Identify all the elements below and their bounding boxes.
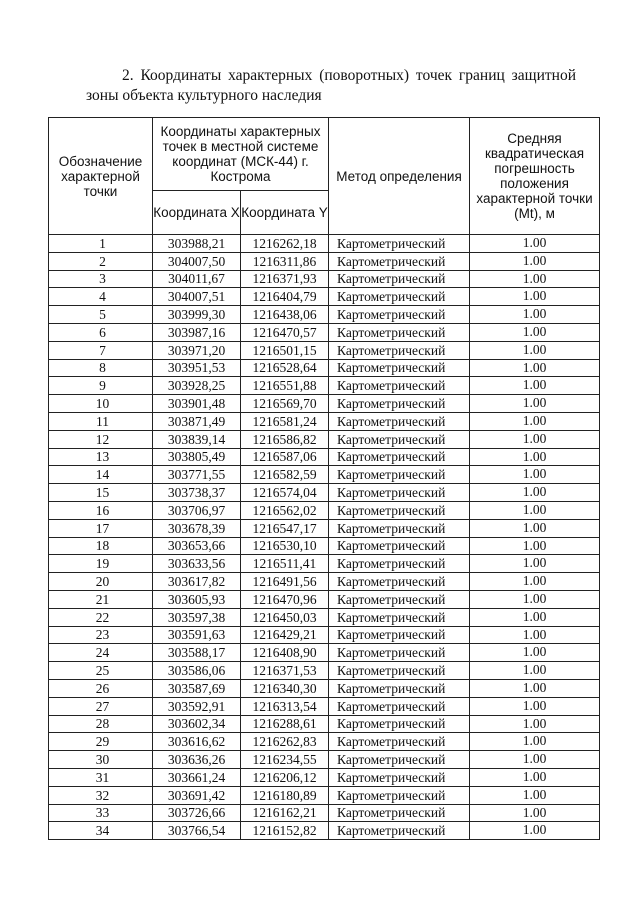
coordinate-y-cell: 1216262,18 (241, 235, 329, 253)
point-number-cell: 32 (49, 786, 153, 804)
rms-error-cell: 1.00 (470, 430, 600, 448)
method-cell: Картометрический (329, 306, 470, 324)
rms-error-cell: 1.00 (470, 679, 600, 697)
coordinate-x-cell: 303586,06 (153, 662, 241, 680)
point-number-cell: 15 (49, 484, 153, 502)
header-point-designation: Обозначение характерной точки (49, 118, 153, 235)
header-coordinates-group: Координаты характерных точек в местной системе координат (МСК-44) г. Кострома (153, 118, 329, 191)
point-number-cell: 24 (49, 644, 153, 662)
rms-error-cell: 1.00 (470, 395, 600, 413)
coordinate-x-cell: 303617,82 (153, 573, 241, 591)
coordinate-y-cell: 1216528,64 (241, 359, 329, 377)
method-cell: Картометрический (329, 359, 470, 377)
method-cell: Картометрический (329, 804, 470, 822)
section-heading (86, 66, 576, 106)
rms-error-cell: 1.00 (470, 537, 600, 555)
coordinate-y-cell: 1216180,89 (241, 786, 329, 804)
point-number-cell: 4 (49, 288, 153, 306)
coordinate-y-cell: 1216371,53 (241, 662, 329, 680)
method-cell: Картометрический (329, 430, 470, 448)
point-number-cell: 19 (49, 555, 153, 573)
table-row (49, 270, 600, 288)
method-cell: Картометрический (329, 697, 470, 715)
coordinate-y-cell: 1216491,56 (241, 573, 329, 591)
table-row (49, 252, 600, 270)
coordinate-x-cell: 303636,26 (153, 751, 241, 769)
rms-error-cell: 1.00 (470, 341, 600, 359)
rms-error-cell: 1.00 (470, 412, 600, 430)
method-cell: Картометрический (329, 822, 470, 840)
method-cell: Картометрический (329, 288, 470, 306)
point-number-cell: 12 (49, 430, 153, 448)
coordinate-y-cell: 1216574,04 (241, 484, 329, 502)
point-number-cell: 34 (49, 822, 153, 840)
coordinate-y-cell: 1216206,12 (241, 768, 329, 786)
coordinate-x-cell: 303661,24 (153, 768, 241, 786)
table-row (49, 412, 600, 430)
table-row (49, 644, 600, 662)
table-row (49, 733, 600, 751)
point-number-cell: 31 (49, 768, 153, 786)
rms-error-cell: 1.00 (470, 519, 600, 537)
rms-error-cell: 1.00 (470, 768, 600, 786)
table-row (49, 377, 600, 395)
coordinate-y-cell: 1216429,21 (241, 626, 329, 644)
coordinate-x-cell: 303999,30 (153, 306, 241, 324)
method-cell: Картометрический (329, 341, 470, 359)
coordinate-x-cell: 303987,16 (153, 323, 241, 341)
point-number-cell: 9 (49, 377, 153, 395)
coordinate-y-cell: 1216408,90 (241, 644, 329, 662)
coordinate-x-cell: 303766,54 (153, 822, 241, 840)
coordinate-x-cell: 303971,20 (153, 341, 241, 359)
rms-error-cell: 1.00 (470, 323, 600, 341)
method-cell: Картометрический (329, 590, 470, 608)
table-row (49, 341, 600, 359)
table-row (49, 323, 600, 341)
coordinate-x-cell: 303805,49 (153, 448, 241, 466)
method-cell: Картометрический (329, 662, 470, 680)
table-row (49, 590, 600, 608)
rms-error-cell: 1.00 (470, 448, 600, 466)
coordinate-y-cell: 1216262,83 (241, 733, 329, 751)
rms-error-cell: 1.00 (470, 306, 600, 324)
coordinate-x-cell: 304007,51 (153, 288, 241, 306)
method-cell: Картометрический (329, 323, 470, 341)
coordinate-x-cell: 304007,50 (153, 252, 241, 270)
section-heading-line-2: зоны объекта культурного наследия (86, 87, 322, 104)
method-cell: Картометрический (329, 501, 470, 519)
coordinate-y-cell: 1216288,61 (241, 715, 329, 733)
rms-error-cell: 1.00 (470, 377, 600, 395)
coordinate-x-cell: 304011,67 (153, 270, 241, 288)
coordinate-x-cell: 303602,34 (153, 715, 241, 733)
method-cell: Картометрический (329, 573, 470, 591)
coordinate-y-cell: 1216470,96 (241, 590, 329, 608)
method-cell: Картометрический (329, 519, 470, 537)
coordinate-x-cell: 303592,91 (153, 697, 241, 715)
header-rms-error: Средняя квадратическая погрешность положения характерной точки (Mt), м (470, 118, 600, 235)
table-row (49, 555, 600, 573)
point-number-cell: 23 (49, 626, 153, 644)
table-row (49, 395, 600, 413)
table-row (49, 288, 600, 306)
method-cell: Картометрический (329, 395, 470, 413)
method-cell: Картометрический (329, 448, 470, 466)
method-cell: Картометрический (329, 466, 470, 484)
table-row (49, 484, 600, 502)
rms-error-cell: 1.00 (470, 751, 600, 769)
method-cell: Картометрический (329, 679, 470, 697)
coordinate-x-cell: 303678,39 (153, 519, 241, 537)
point-number-cell: 10 (49, 395, 153, 413)
coordinate-x-cell: 303771,55 (153, 466, 241, 484)
rms-error-cell: 1.00 (470, 697, 600, 715)
coordinate-x-cell: 303726,66 (153, 804, 241, 822)
method-cell: Картометрический (329, 235, 470, 253)
coordinate-y-cell: 1216470,57 (241, 323, 329, 341)
point-number-cell: 26 (49, 679, 153, 697)
table-row (49, 715, 600, 733)
method-cell: Картометрический (329, 555, 470, 573)
table-header (49, 118, 600, 235)
point-number-cell: 14 (49, 466, 153, 484)
table-row (49, 501, 600, 519)
table-row (49, 306, 600, 324)
rms-error-cell: 1.00 (470, 715, 600, 733)
table-row (49, 235, 600, 253)
rms-error-cell: 1.00 (470, 786, 600, 804)
method-cell: Картометрический (329, 715, 470, 733)
coordinate-x-cell: 303988,21 (153, 235, 241, 253)
point-number-cell: 22 (49, 608, 153, 626)
rms-error-cell: 1.00 (470, 608, 600, 626)
coordinate-y-cell: 1216530,10 (241, 537, 329, 555)
coordinate-y-cell: 1216311,86 (241, 252, 329, 270)
point-number-cell: 25 (49, 662, 153, 680)
point-number-cell: 27 (49, 697, 153, 715)
rms-error-cell: 1.00 (470, 484, 600, 502)
coordinate-y-cell: 1216152,82 (241, 822, 329, 840)
coordinate-x-cell: 303928,25 (153, 377, 241, 395)
coordinate-y-cell: 1216569,70 (241, 395, 329, 413)
point-number-cell: 17 (49, 519, 153, 537)
table-row (49, 804, 600, 822)
coordinate-x-cell: 303839,14 (153, 430, 241, 448)
point-number-cell: 18 (49, 537, 153, 555)
table-row (49, 679, 600, 697)
point-number-cell: 8 (49, 359, 153, 377)
point-number-cell: 29 (49, 733, 153, 751)
table-row (49, 626, 600, 644)
point-number-cell: 16 (49, 501, 153, 519)
coordinate-x-cell: 303706,97 (153, 501, 241, 519)
rms-error-cell: 1.00 (470, 466, 600, 484)
rms-error-cell: 1.00 (470, 252, 600, 270)
point-number-cell: 33 (49, 804, 153, 822)
method-cell: Картометрический (329, 537, 470, 555)
table-row (49, 662, 600, 680)
point-number-cell: 2 (49, 252, 153, 270)
rms-error-cell: 1.00 (470, 235, 600, 253)
point-number-cell: 3 (49, 270, 153, 288)
table-row (49, 466, 600, 484)
coordinate-x-cell: 303616,62 (153, 733, 241, 751)
coordinate-x-cell: 303587,69 (153, 679, 241, 697)
rms-error-cell: 1.00 (470, 590, 600, 608)
table-row (49, 768, 600, 786)
coordinate-y-cell: 1216587,06 (241, 448, 329, 466)
coordinate-y-cell: 1216162,21 (241, 804, 329, 822)
coordinate-x-cell: 303633,56 (153, 555, 241, 573)
method-cell: Картометрический (329, 626, 470, 644)
coordinate-y-cell: 1216340,30 (241, 679, 329, 697)
coordinate-x-cell: 303597,38 (153, 608, 241, 626)
rms-error-cell: 1.00 (470, 555, 600, 573)
point-number-cell: 7 (49, 341, 153, 359)
rms-error-cell: 1.00 (470, 359, 600, 377)
table-row (49, 786, 600, 804)
coordinate-y-cell: 1216501,15 (241, 341, 329, 359)
header-coordinate-y: Координата Y (241, 191, 329, 235)
table-row (49, 430, 600, 448)
coordinate-y-cell: 1216234,55 (241, 751, 329, 769)
coordinate-y-cell: 1216511,41 (241, 555, 329, 573)
rms-error-cell: 1.00 (470, 822, 600, 840)
coordinate-x-cell: 303951,53 (153, 359, 241, 377)
coordinate-x-cell: 303901,48 (153, 395, 241, 413)
method-cell: Картометрический (329, 768, 470, 786)
point-number-cell: 21 (49, 590, 153, 608)
rms-error-cell: 1.00 (470, 626, 600, 644)
coordinate-y-cell: 1216404,79 (241, 288, 329, 306)
method-cell: Картометрический (329, 377, 470, 395)
rms-error-cell: 1.00 (470, 644, 600, 662)
point-number-cell: 11 (49, 412, 153, 430)
table-row (49, 359, 600, 377)
coordinate-x-cell: 303591,63 (153, 626, 241, 644)
method-cell: Картометрический (329, 270, 470, 288)
coordinate-x-cell: 303588,17 (153, 644, 241, 662)
coordinate-y-cell: 1216547,17 (241, 519, 329, 537)
coordinate-y-cell: 1216551,88 (241, 377, 329, 395)
method-cell: Картометрический (329, 733, 470, 751)
coordinate-y-cell: 1216438,06 (241, 306, 329, 324)
coordinate-y-cell: 1216562,02 (241, 501, 329, 519)
table-row (49, 697, 600, 715)
method-cell: Картометрический (329, 786, 470, 804)
coordinate-x-cell: 303738,37 (153, 484, 241, 502)
table-row (49, 822, 600, 840)
rms-error-cell: 1.00 (470, 501, 600, 519)
table-row (49, 573, 600, 591)
coordinate-x-cell: 303691,42 (153, 786, 241, 804)
coordinate-x-cell: 303605,93 (153, 590, 241, 608)
coordinate-x-cell: 303653,66 (153, 537, 241, 555)
rms-error-cell: 1.00 (470, 733, 600, 751)
point-number-cell: 20 (49, 573, 153, 591)
header-method: Метод определения (329, 118, 470, 235)
coordinate-y-cell: 1216582,59 (241, 466, 329, 484)
point-number-cell: 13 (49, 448, 153, 466)
coordinate-x-cell: 303871,49 (153, 412, 241, 430)
table-row (49, 448, 600, 466)
rms-error-cell: 1.00 (470, 288, 600, 306)
table-row (49, 751, 600, 769)
method-cell: Картометрический (329, 644, 470, 662)
point-number-cell: 5 (49, 306, 153, 324)
method-cell: Картометрический (329, 608, 470, 626)
coordinate-y-cell: 1216371,93 (241, 270, 329, 288)
point-number-cell: 6 (49, 323, 153, 341)
method-cell: Картометрический (329, 751, 470, 769)
rms-error-cell: 1.00 (470, 662, 600, 680)
coordinate-y-cell: 1216450,03 (241, 608, 329, 626)
point-number-cell: 1 (49, 235, 153, 253)
method-cell: Картометрический (329, 484, 470, 502)
coordinates-table (48, 117, 600, 840)
coordinate-y-cell: 1216586,82 (241, 430, 329, 448)
section-heading-line-1: 2. Координаты характерных (поворотных) точек границ защитной (122, 67, 576, 84)
table-row (49, 608, 600, 626)
point-number-cell: 30 (49, 751, 153, 769)
point-number-cell: 28 (49, 715, 153, 733)
rms-error-cell: 1.00 (470, 270, 600, 288)
rms-error-cell: 1.00 (470, 573, 600, 591)
rms-error-cell: 1.00 (470, 804, 600, 822)
table-body (49, 235, 600, 840)
coordinate-y-cell: 1216313,54 (241, 697, 329, 715)
method-cell: Картометрический (329, 252, 470, 270)
table-row (49, 519, 600, 537)
coordinate-y-cell: 1216581,24 (241, 412, 329, 430)
method-cell: Картометрический (329, 412, 470, 430)
header-coordinate-x: Координата X (153, 191, 241, 235)
table-row (49, 537, 600, 555)
